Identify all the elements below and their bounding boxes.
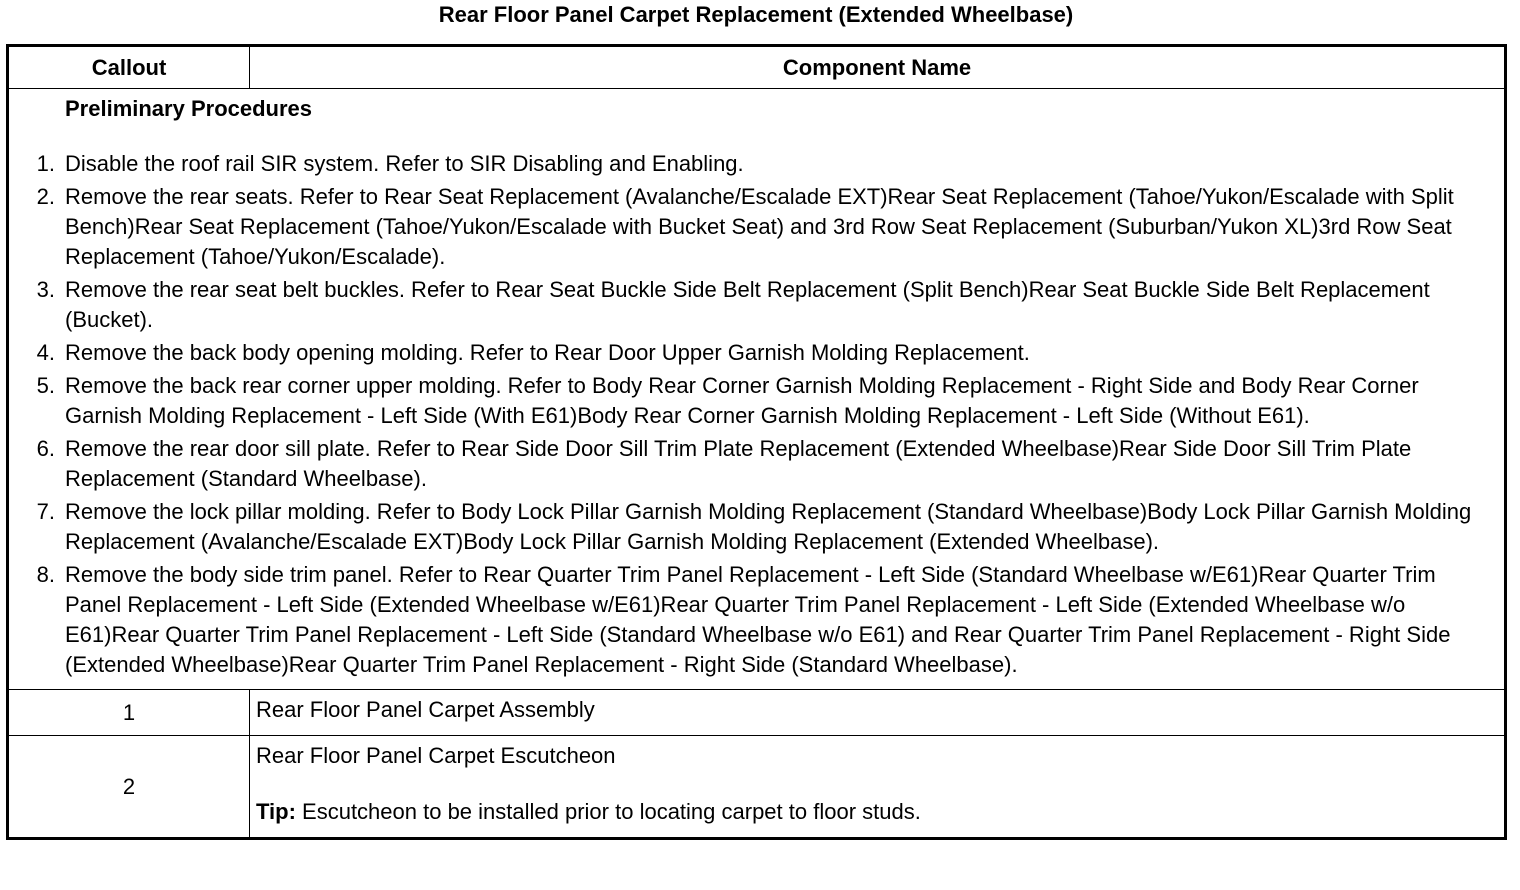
component-table <box>6 44 1507 840</box>
table-row <box>8 736 1506 839</box>
procedure-step <box>23 338 1494 368</box>
procedure-step <box>23 149 1494 179</box>
step-number: 2. <box>36 184 55 209</box>
step-text: Remove the rear door sill plate. Refer to Rear Side Door Sill Trim Plate Replacement (Extended Wheelbase)Rear Side Door Sill Trim Plate Replacement (Standard Wheelbase). <box>65 436 1412 491</box>
callout-cell: 2 <box>8 736 250 839</box>
procedure-step <box>23 497 1494 557</box>
step-number: 7. <box>36 499 55 524</box>
step-number: 5. <box>36 373 55 398</box>
component-name-header: Component Name <box>250 46 1506 89</box>
component-name-cell: Rear Floor Panel Carpet Assembly <box>250 690 1506 736</box>
header-row <box>8 46 1506 89</box>
procedure-step <box>23 371 1494 431</box>
step-number: 6. <box>36 436 55 461</box>
callout-header: Callout <box>8 46 250 89</box>
step-text: Disable the roof rail SIR system. Refer to SIR Disabling and Enabling. <box>65 151 744 176</box>
procedure-steps <box>23 149 1494 680</box>
step-number: 3. <box>36 277 55 302</box>
step-text: Remove the lock pillar molding. Refer to Body Lock Pillar Garnish Molding Replacement (Standard Wheelbase)Body Lock Pillar Garnish Molding Replacement (Avalanche/Escalade EXT)Body Lock Pillar Garnish Molding Replacement (Extended Wheelbase). <box>65 499 1472 554</box>
page-title: Rear Floor Panel Carpet Replacement (Extended Wheelbase) <box>438 2 1074 27</box>
procedure-step <box>23 275 1494 335</box>
component-name-cell <box>250 736 1506 839</box>
step-text: Remove the rear seats. Refer to Rear Seat Replacement (Avalanche/Escalade EXT)Rear Seat Replacement (Tahoe/Yukon/Escalade with Split Bench)Rear Seat Replacement (Tahoe/Yukon/Escalade with Bucket Seat) and 3rd Row Seat Replacement (Suburban/Yukon XL)3rd Row Seat Replacement (Tahoe/Yukon/Escalade). <box>65 184 1454 269</box>
step-number: 4. <box>36 340 55 365</box>
step-text: Remove the rear seat belt buckles. Refer to Rear Seat Buckle Side Belt Replacement (Split Bench)Rear Seat Buckle Side Belt Replacement (Bucket). <box>65 277 1430 332</box>
procedure-step <box>23 182 1494 272</box>
step-number: 1. <box>36 151 55 176</box>
procedure-step <box>23 434 1494 494</box>
callout-cell: 1 <box>8 690 250 736</box>
tip-note <box>256 797 1498 827</box>
step-text: Remove the back rear corner upper molding. Refer to Body Rear Corner Garnish Molding Replacement - Right Side and Body Rear Corner Garnish Molding Replacement - Left Side (With E61)Body Rear Corner Garnish Molding Replacement - Left Side (Without E61). <box>65 373 1419 428</box>
tip-label: Tip: <box>256 799 296 824</box>
procedure-step <box>23 560 1494 680</box>
step-text: Remove the body side trim panel. Refer to Rear Quarter Trim Panel Replacement - Left Side (Standard Wheelbase w/E61)Rear Quarter Trim Panel Replacement - Left Side (Extended Wheelbase w/E61)Rear Quarter Trim Panel Replacement - Left Side (Extended Wheelbase w/o E61)Rear Quarter Trim Panel Replacement - Left Side (Standard Wheelbase w/o E61) and Rear Quarter Trim Panel Replacement - Right Side (Extended Wheelbase)Rear Quarter Trim Panel Replacement - Right Side (Standard Wheelbase). <box>65 562 1451 677</box>
preliminary-heading: Preliminary Procedures <box>65 96 313 121</box>
tip-text: Escutcheon to be installed prior to locating carpet to floor studs. <box>295 799 921 824</box>
preliminary-procedures <box>8 89 1506 690</box>
step-number: 8. <box>36 562 55 587</box>
step-text: Remove the back body opening molding. Refer to Rear Door Upper Garnish Molding Replacement. <box>65 340 1030 365</box>
component-name: Rear Floor Panel Carpet Escutcheon <box>256 743 616 768</box>
preliminary-row <box>8 89 1506 690</box>
table-row <box>8 690 1506 736</box>
